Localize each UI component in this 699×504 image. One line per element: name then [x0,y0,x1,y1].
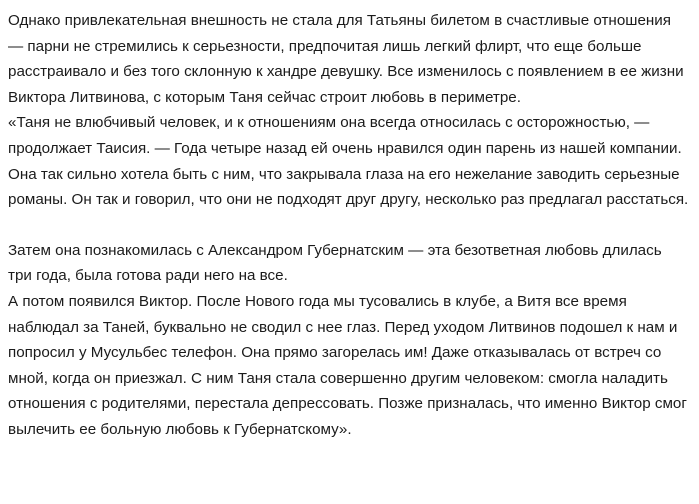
article-body [8,8,689,443]
paragraph-1: Однако привлекательная внешность не стала для Татьяны билетом в счастливые отношения — парни не стремились к серьезности, предпочитая лишь легкий флирт, что еще больше расстраивало и без того склонную к хандре девушку. Все изменилось с появлением в ее жизни Виктора Литвинова, с которым Таня сейчас строит любовь в периметре. [8,12,684,106]
paragraph-spacer [8,213,689,238]
paragraph-3: Затем она познакомилась с Александром Губернатским — эта безответная любовь длилась три года, была готова ради него на все. [8,241,662,285]
paragraph-4: А потом появился Виктор. После Нового года мы тусовались в клубе, а Витя все время наблюдал за Таней, буквально не сводил с нее глаз. Перед уходом Литвинов подошел к нам и попросил у Мусульбес телефон. Она прямо загорелась им! Даже отказывалась от встреч со мной, когда он приезжал. С ним Таня стала совершенно другим человеком: смогла наладить отношения с родителями, перестала депрессовать. Позже призналась, что именно Виктор смог вылечить ее больную любовь к Губернатскому». [8,292,687,438]
paragraph-2: «Таня не влюбчивый человек, и к отношениям она всегда относилась с осторожностью, — продолжает Таисия. — Года четыре назад ей очень нравился один парень из нашей компании. Она так сильно хотела быть с ним, что закрывала глаза на его нежелание заводить серьезные романы. Он так и говорил, что они не подходят друг другу, несколько раз предлагал расстаться. [8,114,689,209]
